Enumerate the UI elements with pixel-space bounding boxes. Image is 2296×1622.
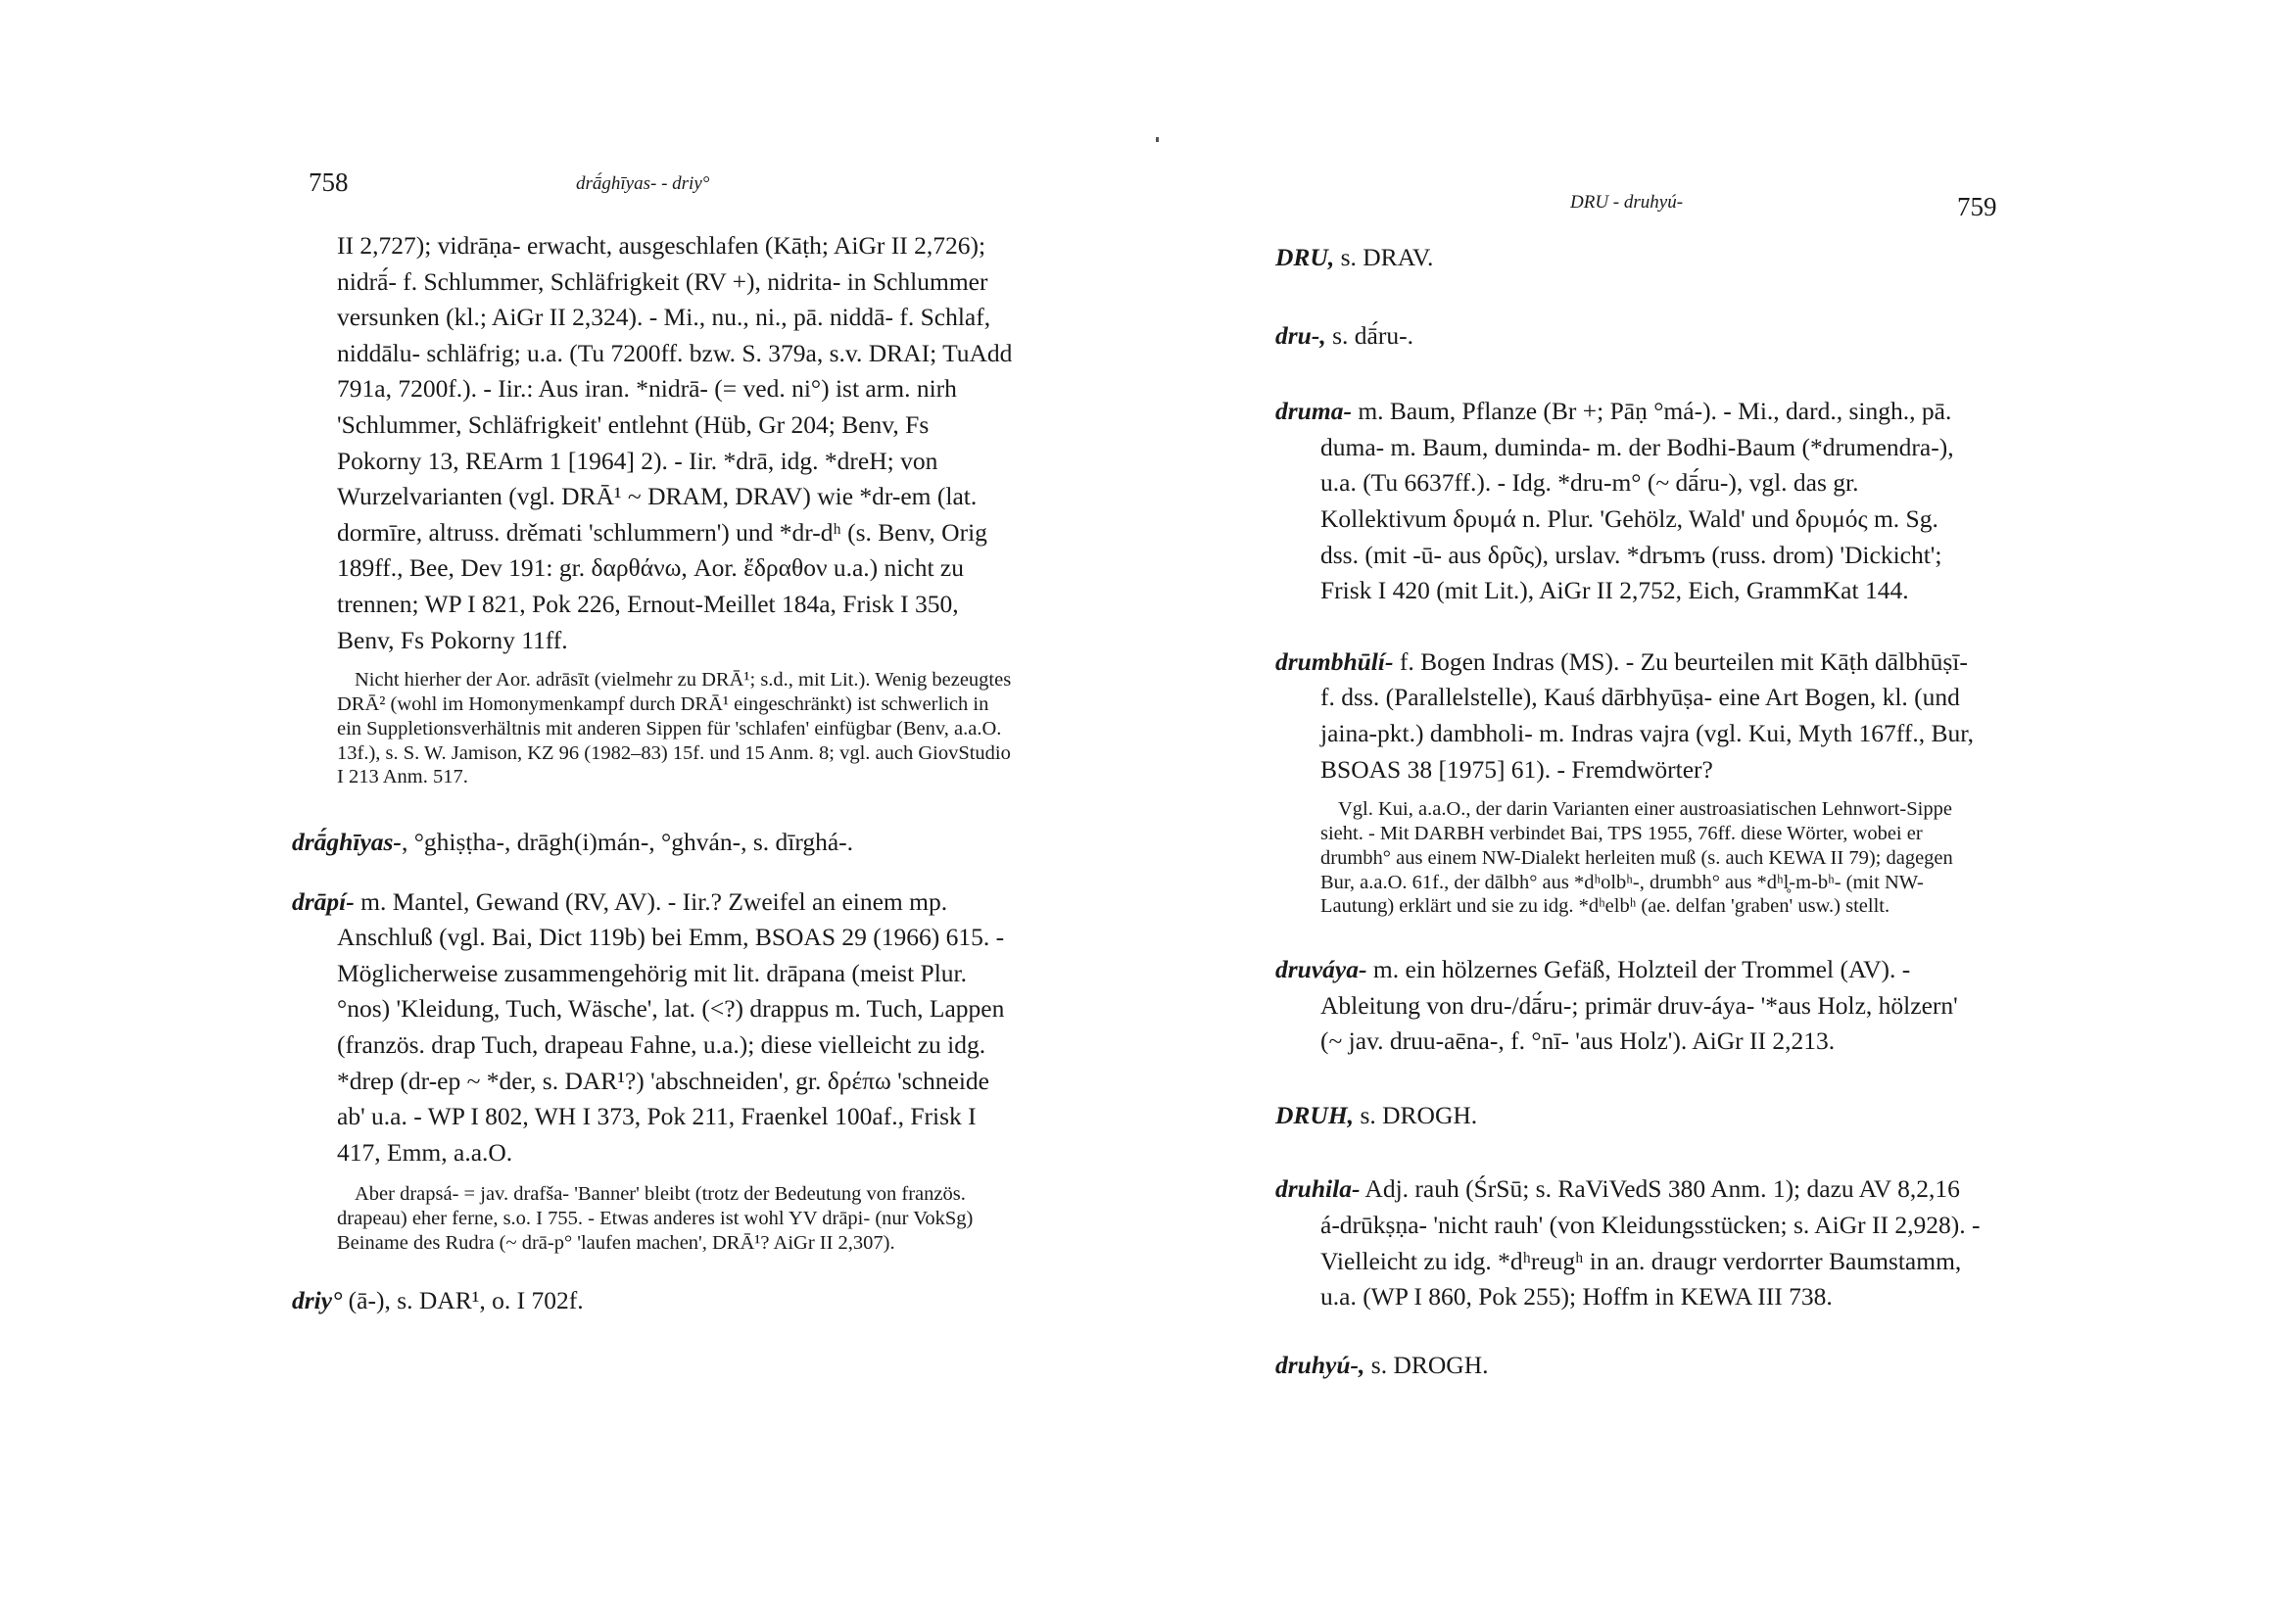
headword: druhila- [1275,1174,1361,1204]
entry-text: s. dā́ru-. [1325,320,1413,350]
left-page-number: 758 [309,167,349,197]
entry-text: (ā-), s. DAR¹, o. I 702f. [342,1285,584,1314]
entry-druhila [1275,1171,1983,1314]
headword: druma- [1275,397,1352,426]
left-running-head: drā́ghīyas- - driy° [576,173,710,194]
small-print-note: Nicht hierher der Aor. adrāsīt (vielmehr zu DRĀ¹; s.d., mit Lit.). Wenig bezeugtes DRĀ² (wohl im Homonymenkampf durch DRĀ¹ eingeschränkt) ist schwerlich in ein Suppletionsverhältnis mit anderen Sippen für 'schlafen' einfügbar (Benv, a.a.O. 13f.), s. S. W. Jamison, KZ 96 (1982–83) 15f. und 15 Anm. 8; vgl. auch GiovStudio I 213 Anm. 517. [337,669,1012,788]
entry-text: , °ghiṣṭha-, drāgh(i)mán-, °ghván-, s. dīrghá-. [401,828,854,857]
entry-text: m. ein hölzernes Gefäß, Holzteil der Trommel (AV). - Ableitung von dru-/dā́ru-; primär druv-áya- '*aus Holz, hölzern' (~ jav. druu-aēna-, f. °nī- 'aus Holz'). AiGr II 2,213. [1320,955,1958,1056]
headword: dru-, [1275,320,1326,350]
entry-text: s. DRAV. [1334,243,1434,271]
entry-text: s. DROGH. [1364,1350,1489,1379]
small-print-note: Vgl. Kui, a.a.O., der darin Varianten einer austroasiatischen Lehnwort-Sippe sieht. - Mit DARBH verbindet Bai, TPS 1955, 76ff. diese Wörter, wobei er drumbh° aus einem NW-Dialekt herleiten muß (s. auch KEWA II 79); dagegen Bur, a.a.O. 61f., der dālbh° aus *dʰolbʰ-, drumbh° aus *dʰl̥-m-bʰ- (mit NW-Lautung) erklärt und sie zu idg. *dʰelbʰ (ae. delfan 'graben' usw.) stellt. [1320,798,1953,918]
entry-driy [292,1283,1017,1319]
entry-DRUH [1275,1098,1983,1134]
scan-speck [1156,137,1159,142]
small-print-note: Aber drapsá- = jav. drafša- 'Banner' bleibt (trotz der Bedeutung von französ. drapeau) eher ferne, s.o. I 755. - Etwas anderes ist wohl YV drāpi- (nur VokSg) Beiname des Rudra (~ drā-p° 'laufen machen', DRĀ¹? AiGr II 2,307). [337,1183,974,1255]
entry-DRU [1275,240,1983,276]
entry-text: m. Baum, Pflanze (Br +; Pāṇ °má-). - Mi., dard., singh., pā. duma- m. Baum, duminda- m. der Bodhi-Baum (*drumendra-), u.a. (Tu 6637ff.). - Idg. *dru-m° (~ dā́ru-), vgl. das gr. Kollektivum δρυμά n. Plur. 'Gehölz, Wald' und δρυμός m. Sg. dss. (mit -ū- aus δρῦς), urslav. *drъmъ (russ. drom) 'Dickicht'; Frisk I 420 (mit Lit.), AiGr II 2,752, Eich, GrammKat 144. [1320,397,1954,605]
right-page-number: 759 [1957,192,1997,221]
entry-text: s. DROGH. [1354,1100,1478,1129]
right-column [1275,240,1983,1383]
headword: driy° [292,1285,343,1314]
headword: DRU, [1275,243,1335,271]
entry-druhyu [1275,1348,1983,1384]
entry-text: f. Bogen Indras (MS). - Zu beurteilen mit Kāṭh dālbhūṣī- f. dss. (Parallelstelle), Kauś dārbhyūṣa- eine Art Bogen, kl. (und jaina-pkt.) dambholi- m. Indras vajra (vgl. Kui, Myth 167ff., Bur, BSOAS 38 [1975] 61). - Fremdwörter? [1320,646,1975,784]
entry-druma [1275,394,1983,609]
continuation-paragraph: II 2,727); vidrāṇa- erwacht, ausgeschlafen (Kāṭh; AiGr II 2,726); nidrā́- f. Schlummer, Schläfrigkeit (RV +), nidrita- in Schlummer versunken (kl.; AiGr II 2,324). - Mi., nu., ni., pā. niddā- f. Schlaf, niddālu- schläfrig; u.a. (Tu 7200ff. bzw. S. 379a, s.v. DRAI; TuAdd 791a, 7200f.). - Iir.: Aus iran. *nidrā- (= ved. ni°) ist arm. nirh 'Schlummer, Schläfrigkeit' entlehnt (Hüb, Gr 204; Benv, Fs Pokorny 13, REArm 1 [1964] 2). - Iir. *drā, idg. *dreH; von Wurzelvarianten (vgl. DRĀ¹ ~ DRAM, DRAV) wie *dr-em (lat. dormīre, altruss. drěmati 'schlummern') und *dr-dʰ (s. Benv, Orig 189ff., Bee, Dev 191: gr. δαρθάνω, Aor. ἔδραθον u.a.) nicht zu trennen; WP I 821, Pok 226, Ernout-Meillet 184a, Frisk I 350, Benv, Fs Pokorny 11ff. [337,231,1013,654]
entry-text: Adj. rauh (ŚrSū; s. RaViVedS 380 Anm. 1); dazu AV 8,2,16 á-drūkṣṇa- 'nicht rauh' (von Kleidungsstücken; s. AiGr II 2,928). - Vielleicht zu idg. *dʰreugʰ in an. draugr verdorrter Baumstamm, u.a. (WP I 860, Pok 255); Hoffm in KEWA III 738. [1320,1174,1981,1312]
left-column [292,228,1017,1318]
entry-drapi [292,884,1017,1171]
headword: DRUH, [1275,1100,1355,1129]
entry-dru [1275,318,1983,355]
entry-druvaya [1275,952,1983,1060]
entry-draghiyas [292,825,1017,861]
entry-text: m. Mantel, Gewand (RV, AV). - Iir.? Zweifel an einem mp. Anschluß (vgl. Bai, Dict 119b) bei Emm, BSOAS 29 (1966) 615. - Möglicherweise zusammengehörig mit lit. drāpana (meist Plur. °nos) 'Kleidung, Tuch, Wäsche', lat. (<?) drappus m. Tuch, Lappen (französ. drap Tuch, drapeau Fahne, u.a.); diese vielleicht zu idg. *drep (dr-ep ~ *der, s. DAR¹?) 'abschneiden', gr. δρέπω 'schneide ab' u.a. - WP I 802, WH I 373, Pok 211, Fraenkel 100af., Frisk I 417, Emm, a.a.O. [337,886,1005,1167]
headword: druhyú-, [1275,1350,1365,1379]
headword: drumbhūlí- [1275,646,1394,676]
headword: druváya- [1275,955,1367,984]
entry-drumbhuli [1275,644,1983,787]
headword: drāpí- [292,886,355,916]
headword: drā́ghīyas- [292,828,402,857]
right-running-head: DRU - druhyú- [1570,192,1684,213]
